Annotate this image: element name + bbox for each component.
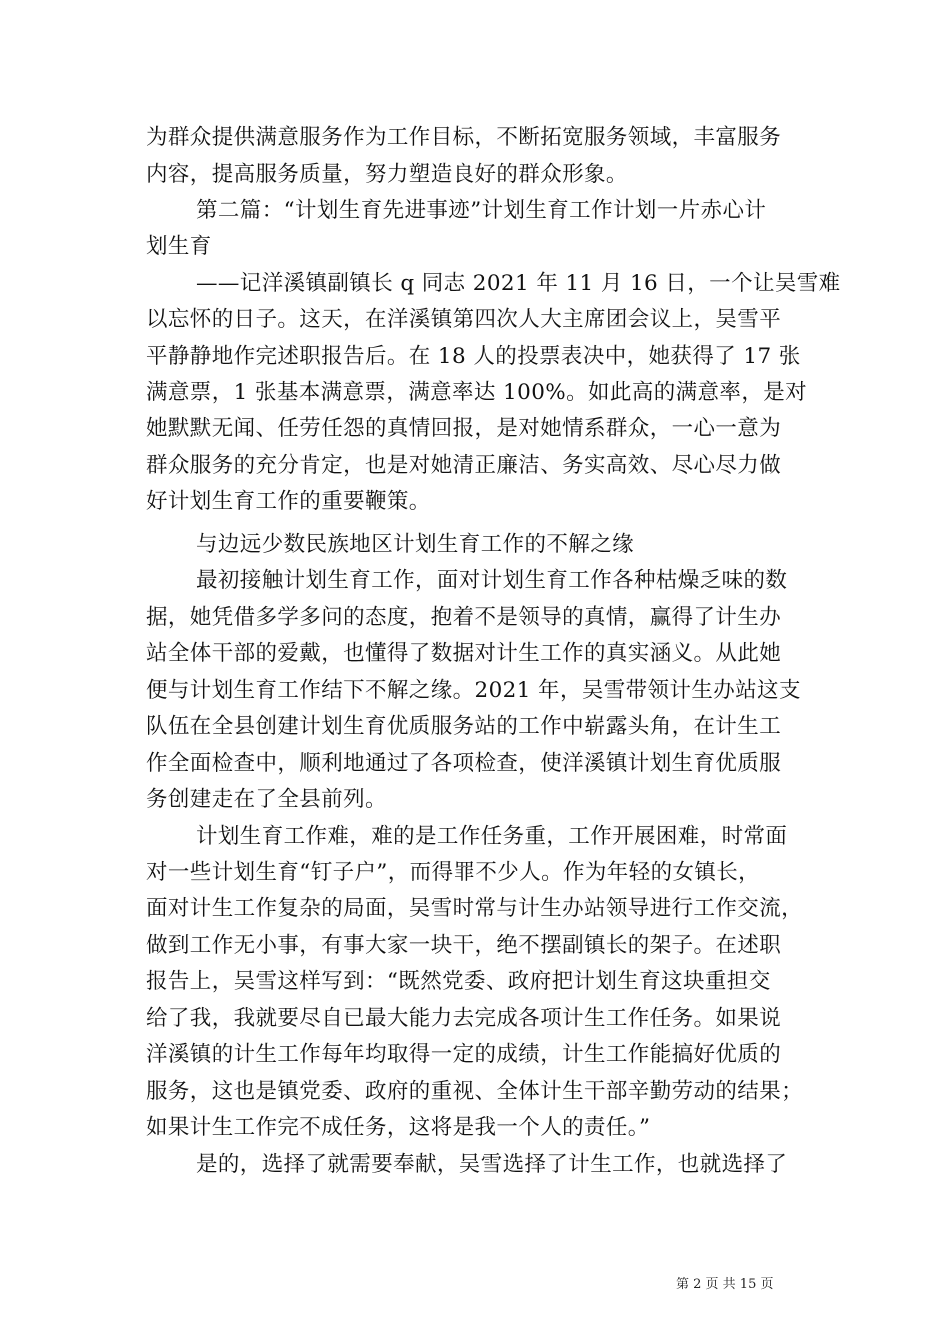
text-line: 作全面检查中，顺利地通过了各项检查，使洋溪镇计划生育优质服: [146, 751, 782, 776]
page-number: 第 2 页 共 15 页: [676, 1277, 774, 1292]
text-line: 务创建走在了全县前列。: [146, 787, 387, 812]
text-line: 计划生育工作难，难的是工作任务重，工作开展困难，时常面: [196, 824, 788, 849]
text-line: 最初接触计划生育工作，面对计划生育工作各种枯燥乏味的数: [196, 568, 788, 593]
text-line: 她默默无闻、任劳任怨的真情回报，是对她情系群众，一心一意为: [146, 416, 782, 441]
subheading: 与边远少数民族地区计划生育工作的不解之缘: [196, 532, 635, 557]
text-line: 满意票，1 张基本满意票，满意率达 100%。如此高的满意率，是对: [146, 380, 808, 405]
text-line: 据，她凭借多学多问的态度，抱着不是领导的真情，赢得了计生办: [146, 605, 782, 630]
text-line: 平静静地作完述职报告后。在 18 人的投票表决中，她获得了 17 张: [146, 344, 801, 369]
text-line: 是的，选择了就需要奉献，吴雪选择了计生工作，也就选择了: [196, 1152, 788, 1177]
text-line: 内容，提高服务质量，努力塑造良好的群众形象。: [146, 162, 628, 187]
text-line: 面对计生工作复杂的局面，吴雪时常与计生办站领导进行工作交流，: [146, 896, 804, 921]
text-line: 站全体干部的爱戴，也懂得了数据对计生工作的真实涵义。从此她: [146, 641, 782, 666]
text-line: 服务，这也是镇党委、政府的重视、全体计生干部辛勤劳动的结果；: [146, 1079, 804, 1104]
text-line: 对一些计划生育“钉子户”，而得罪不少人。作为年轻的女镇长，: [146, 860, 761, 885]
text-line: 队伍在全县创建计划生育优质服务站的工作中崭露头角，在计生工: [146, 714, 782, 739]
text-line: ——记洋溪镇副镇长 q 同志 2021 年 11 月 16 日，一个让吴雪难: [196, 271, 841, 296]
text-line: 给了我，我就要尽自已最大能力去完成各项计生工作任务。如果说: [146, 1006, 782, 1031]
text-line: 为群众提供满意服务作为工作目标，不断拓宽服务领域，丰富服务: [146, 125, 782, 150]
text-line: 好计划生育工作的重要鞭策。: [146, 489, 431, 514]
text-line: 以忘怀的日子。这天，在洋溪镇第四次人大主席团会议上，吴雪平: [146, 307, 782, 332]
section-title: 第二篇：“计划生育先进事迹”计划生育工作计划一片赤心计: [196, 198, 767, 223]
text-line: 如果计生工作完不成任务，这将是我一个人的责任。”: [146, 1115, 651, 1140]
text-line: 报告上，吴雪这样写到：“既然党委、政府把计划生育这块重担交: [146, 969, 771, 994]
text-line: 群众服务的充分肯定，也是对她清正廉洁、务实高效、尽心尽力做: [146, 453, 782, 478]
text-line: 洋溪镇的计生工作每年均取得一定的成绩，计生工作能搞好优质的: [146, 1042, 782, 1067]
section-title-continued: 划生育: [146, 234, 212, 259]
text-line: 做到工作无小事，有事大家一块干，绝不摆副镇长的架子。在述职: [146, 933, 782, 958]
text-line: 便与计划生育工作结下不解之缘。2021 年，吴雪带领计生办站这支: [146, 678, 801, 703]
